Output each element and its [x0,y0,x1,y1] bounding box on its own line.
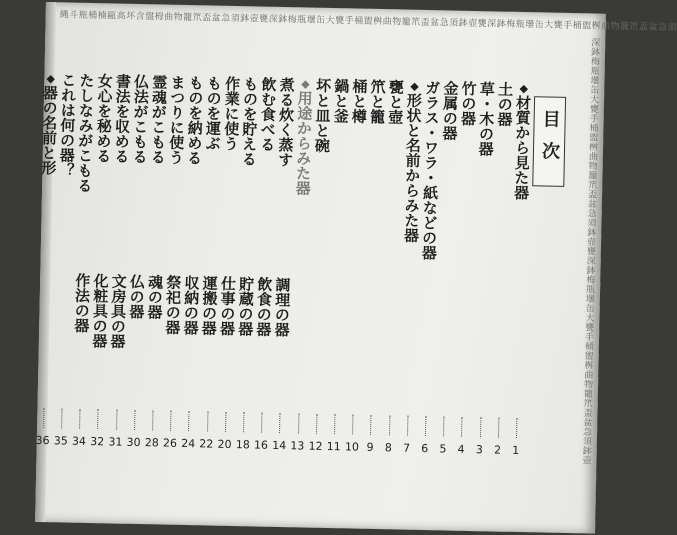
leader-dots [97,409,99,429]
leader-dots [443,416,445,436]
leader-dots [516,418,518,438]
toc-page-number: 30 [126,435,141,450]
diamond-bullet-icon: ◆ [298,77,313,91]
leader-dots [461,417,463,437]
toc-page-number: 28 [144,436,159,450]
toc-entry-label: 桶と樽 [349,78,369,124]
leader-dots [170,411,172,431]
toc-page-number: 7 [402,441,411,455]
leader-dots [279,413,281,433]
toc-entry-sublabel: 仕事の器 [217,275,238,336]
leader-dots [243,412,245,432]
leader-dots [334,414,336,434]
leader-dots [480,417,482,437]
toc-entry-label: 作業に使う [221,75,242,152]
leader-dots [298,413,300,433]
toc-page-number: 22 [199,437,214,451]
leader-dots [225,412,227,432]
toc-entry-label: ガラス・ワラ・紙などの器 [419,79,442,261]
toc-page-number: 4 [457,442,465,456]
toc-page-number: 1 [512,443,520,458]
toc-page-number: 11 [326,439,341,454]
toc-page-number: 16 [253,438,269,452]
toc-entry-label: 坏と皿と碗 [312,77,333,153]
toc-page-number: 34 [71,434,87,448]
toc-entry-sublabel: 文房具の器 [108,273,128,349]
decorative-side-text: 深鉢梅瓶壜缶大甕手桶盥桝曲物籠笊盃盆急須鉢壺甕深鉢梅瓶壜缶大甕手桶盥桝曲物籠笊盃盆急須鉢壺 [580,37,600,466]
toc-page-number: 36 [35,433,50,448]
toc-entry-label: 煮る炊く蒸す [275,76,296,168]
leader-dots [116,410,118,430]
toc-entry-label: 書法を収める [112,73,133,164]
toc-entry-label: 鍋と釜 [331,78,351,124]
toc-page-number: 14 [272,438,287,453]
toc-page-number: 8 [384,441,392,455]
toc-entry-label: 草・木の器 [476,81,497,157]
leader-dots [498,418,500,438]
toc-entry-sublabel: 作法の器 [72,272,92,333]
toc-entry-sublabel: 飲食の器 [254,276,274,337]
toc-entry-label: 仏法がこもる [130,73,151,165]
toc-entry-label: 土の器 [495,81,515,127]
toc-entry-label: 金属の器 [440,80,460,141]
leader-dots [407,416,409,436]
toc-page-number: 24 [181,436,196,451]
toc-entry-sublabel: 貯蔵の器 [236,275,256,337]
toc-page-number: 18 [235,438,250,452]
toc-page-number: 10 [344,440,360,454]
toc-entry-sublabel: 魂の器 [145,273,165,320]
toc-page-number: 13 [290,439,305,453]
leader-dots [352,415,354,435]
toc-entry-label: ものを貯える [239,76,260,167]
toc-page-number: 31 [108,435,123,449]
diamond-bullet-icon: ◆ [44,71,58,86]
leader-dots [79,409,81,429]
toc-entry-label: 甕と壺 [386,79,406,125]
toc-page-number: 2 [493,443,502,457]
toc-entry-sublabel: 仏の器 [127,273,147,319]
toc-entry-label: 飲む食べる [258,76,278,152]
leader-dots [425,416,427,436]
leader-dots [152,410,154,430]
toc-entry-label: 用途からみた器 [293,90,314,196]
toc-entry-label: ものを運ぶ [203,75,224,151]
leader-dots [316,414,318,434]
toc-entry-label: まつりに使う [166,74,187,165]
toc-entry-label: 材質から見た器 [511,94,533,201]
toc-entry-label: これは何の器？ [57,72,78,178]
toc-title: 目次 [538,109,561,174]
toc-entry-label: 竹の器 [458,80,478,127]
toc-page-number: 3 [475,443,483,457]
toc-entry-label: 形状と名前からみた器 [401,92,423,243]
leader-dots [207,411,209,431]
book-page [35,2,677,534]
toc-page-number: 12 [308,439,323,453]
toc-entry-label: 器の名前と形 [39,84,60,176]
leader-dots [61,408,63,428]
leader-dots [188,411,190,431]
toc-title-box [532,96,566,187]
toc-entry-label: 霊魂がこもる [148,74,169,165]
toc-entry-label: 女心を秘める [94,73,114,164]
toc-page-number: 6 [421,441,429,456]
toc-entry-label: 笊と籠 [367,78,387,125]
leader-dots [389,415,391,435]
toc-page-number: 20 [217,437,232,451]
diamond-bullet-icon: ◆ [517,81,531,96]
toc-entry-label: ものを納める [185,74,205,166]
toc-page-number: 35 [53,434,68,448]
toc-page-number: 9 [366,440,374,454]
toc-entry-sublabel: 収納の器 [181,274,201,335]
leader-dots [370,415,372,435]
diamond-bullet-icon: ◆ [407,79,422,93]
leader-dots [43,408,45,428]
toc-page-number: 26 [162,436,178,450]
toc-entry-sublabel: 運搬の器 [199,274,219,336]
toc-page-number: 5 [439,442,447,456]
toc-page-number: 32 [90,435,105,449]
toc-entry-sublabel: 調理の器 [272,276,292,337]
toc-entry-label: たしなみがこもる [75,72,96,194]
toc-entry-sublabel: 化粧具の器 [90,272,110,349]
toc-entry-sublabel: 祭祀の器 [163,274,183,335]
leader-dots [261,413,263,433]
leader-dots [134,410,136,430]
decorative-header-text: 縄斗瓶桶楠甌高坏含盤栂曲物籠笊盃盆急須鉢壺甕深鉢梅瓶壜缶大甕手桶盥桝曲物籠笊盃盆急須鉢壺甕深鉢梅瓶壜缶大甕手桶盥桝曲物籠笊盃盆急須 [59,10,677,34]
